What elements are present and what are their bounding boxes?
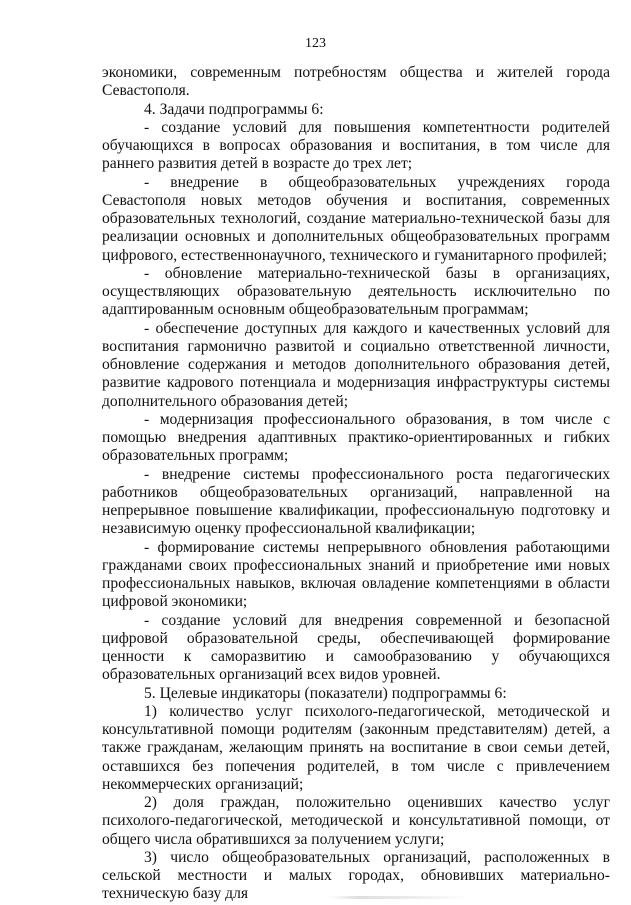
paragraph-continuation: экономики, современным потребностям общества и жителей города Севастополя. — [102, 64, 610, 100]
list-item-task: - создание условий для внедрения современной и безопасной цифровой образовательной среды, обеспечивающей формирование ценности к саморазвитию и самообразованию у обучающихся образовательных организаций всех видов уровней. — [102, 611, 610, 684]
section-heading-indicators: 5. Целевые индикаторы (показатели) подпрограммы 6: — [144, 684, 507, 702]
list-item-task: - внедрение системы профессионального роста педагогических работников общеобразовательных организаций, направленной на непрерывное повышение квалификации, профессиональную подготовку и независимую оценку профессиональной квалификации; — [102, 465, 610, 538]
list-item-task: - внедрение в общеобразовательных учреждениях города Севастополя новых методов обучения и воспитания, современных образовательных технологий, создание материально-технической базы для реализации основных и дополнительных общеобразовательных программ цифрового, естественнонаучного, технического и гуманитарного профилей; — [102, 173, 610, 264]
list-item-indicator: 3) число общеобразовательных организаций, расположенных в сельской местности и малых городах, обновивших материально-техническую базу для — [102, 848, 610, 903]
document-body — [102, 64, 610, 904]
list-item-task: - формирование системы непрерывного обновления работающими гражданами своих профессиональных знаний и приобретение ими новых профессиональных навыков, включая овладение компетенциями в области цифровой экономики; — [102, 538, 610, 611]
section-heading-tasks: 4. Задачи подпрограммы 6: — [144, 100, 324, 118]
list-item-task: - обновление материально-технической базы в организациях, осуществляющих образовательную деятельность исключительно по адаптированным основным общеобразовательным программам; — [102, 264, 610, 319]
scan-artifact — [330, 896, 470, 899]
list-item-task: - обеспечение доступных для каждого и качественных условий для воспитания гармонично развитой и социально ответственной личности, обновление содержания и методов дополнительного образования детей, развитие кадрового потенциала и модернизация инфраструктуры системы дополнительного образования детей; — [102, 319, 610, 410]
page-number: 123 — [305, 36, 326, 51]
list-item-task: - создание условий для повышения компетентности родителей обучающихся в вопросах образования и воспитания, в том числе для раннего развития детей в возрасте до трех лет; — [102, 118, 610, 173]
list-item-task: - модернизация профессионального образования, в том числе с помощью внедрения адаптивных практико-ориентированных и гибких образовательных программ; — [102, 410, 610, 465]
list-item-indicator: 2) доля граждан, положительно оценивших качество услуг психолого-педагогической, методической и консультативной помощи, от общего числа обратившихся за получением услуги; — [102, 794, 610, 848]
list-item-indicator: 1) количество услуг психолого-педагогической, методической и консультативной помощи родителям (законным представителям) детей, а также гражданам, желающим принять на воспитание в свои семьи детей, оставшихся без попечения родителей, в том числе с привлечением некоммерческих организаций; — [102, 702, 610, 793]
